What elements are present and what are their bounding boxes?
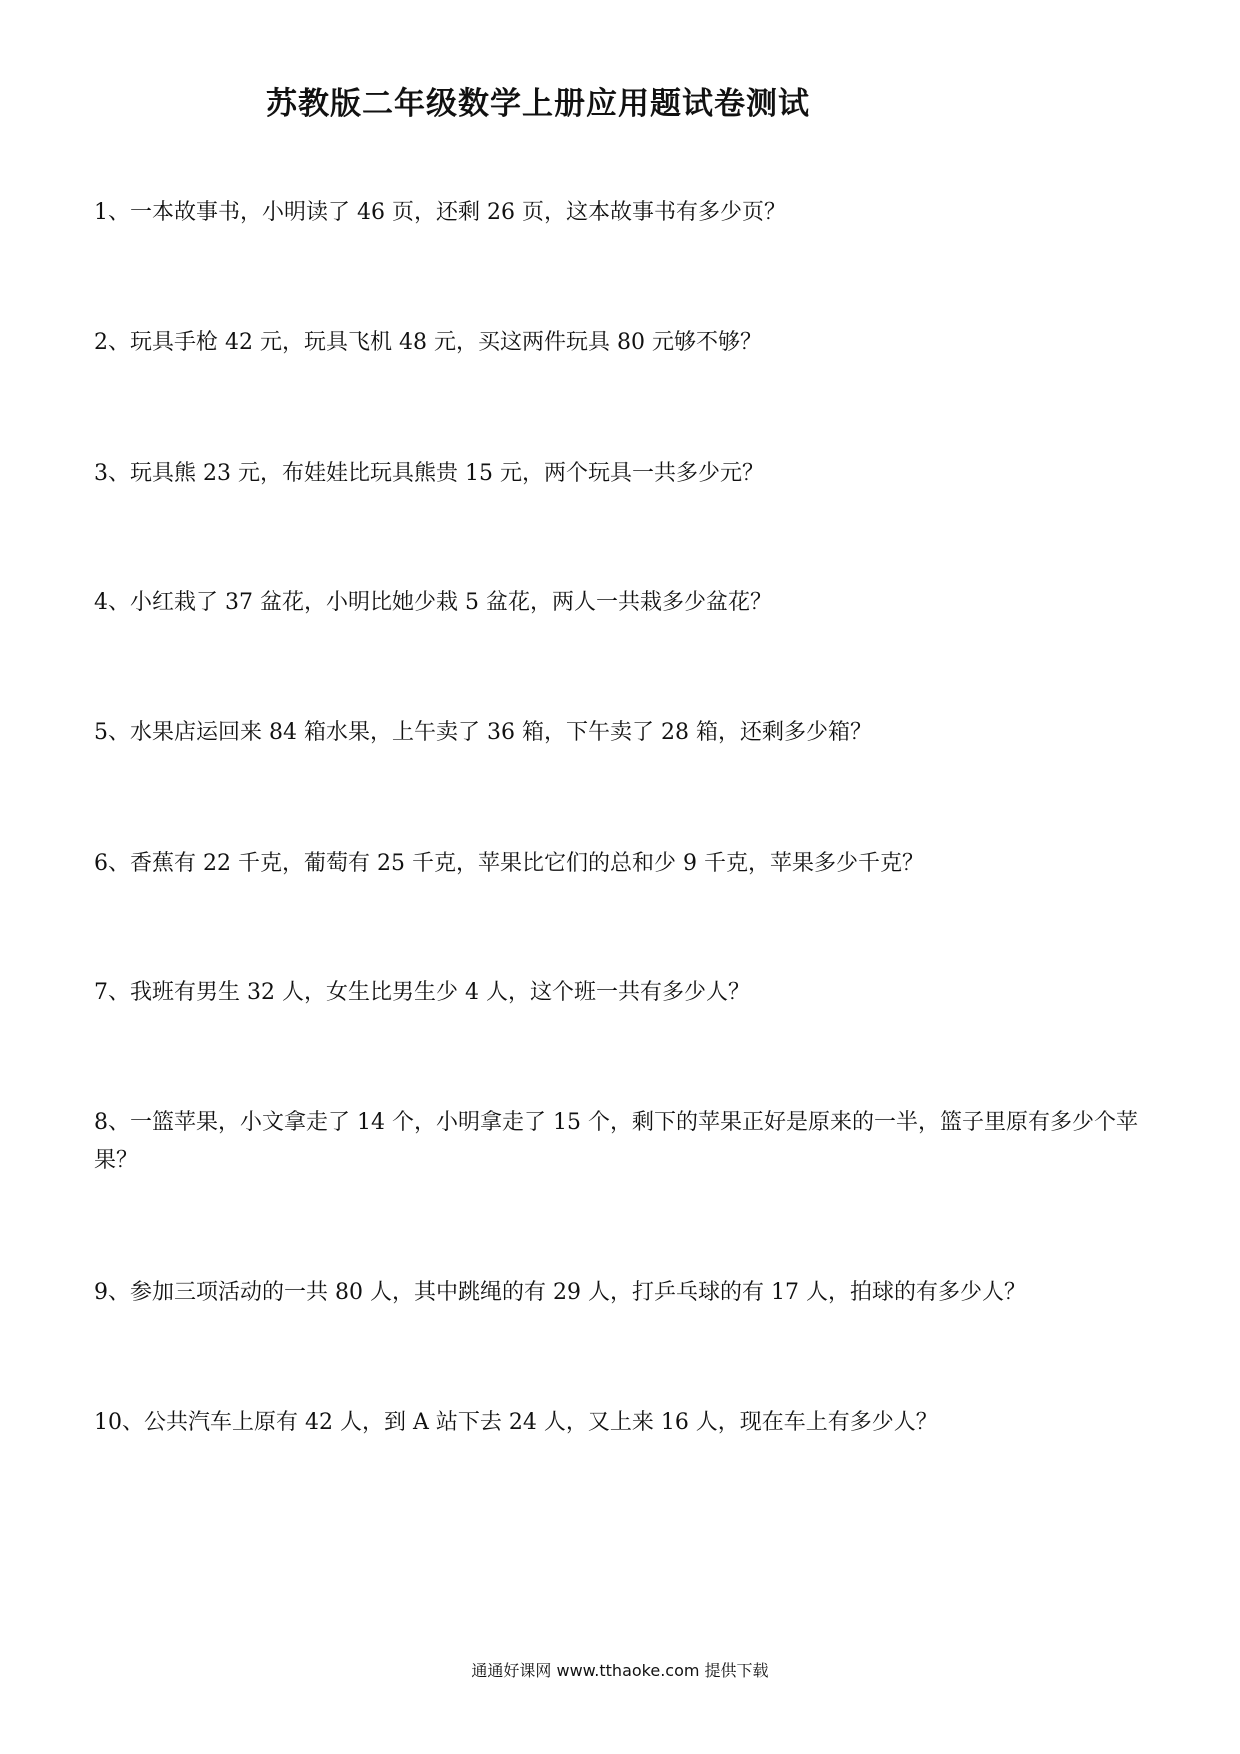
question-8: 8、一篮苹果，小文拿走了 14 个，小明拿走了 15 个，剩下的苹果正好是原来的一半，篮子里原有多少个苹果？ [94,1110,1138,1173]
question-9: 9、参加三项活动的一共 80 人，其中跳绳的有 29 人，打乒乓球的有 17 人，拍球的有多少人？ [94,1280,1026,1305]
question-1: 1、一本故事书，小明读了 46 页，还剩 26 页，这本故事书有多少页？ [94,200,786,225]
question-10: 10、公共汽车上原有 42 人，到 A 站下去 24 人，又上来 16 人，现在车上有多少人？ [94,1410,938,1435]
question-2: 2、玩具手枪 42 元，玩具飞机 48 元，买这两件玩具 80 元够不够？ [94,330,762,355]
question-4: 4、小红栽了 37 盆花，小明比她少栽 5 盆花，两人一共栽多少盆花？ [94,590,772,615]
question-7: 7、我班有男生 32 人，女生比男生少 4 人，这个班一共有多少人？ [94,980,750,1005]
footer-credit: 通通好课网 www.tthaoke.com 提供下载 [471,1661,769,1680]
question-5: 5、水果店运回来 84 箱水果，上午卖了 36 箱，下午卖了 28 箱，还剩多少箱？ [94,720,872,745]
question-6: 6、香蕉有 22 千克，葡萄有 25 千克，苹果比它们的总和少 9 千克，苹果多少千克？ [94,851,924,876]
page-title: 苏教版二年级数学上册应用题试卷测试 [266,86,810,122]
question-3: 3、玩具熊 23 元，布娃娃比玩具熊贵 15 元，两个玩具一共多少元？ [94,461,764,486]
